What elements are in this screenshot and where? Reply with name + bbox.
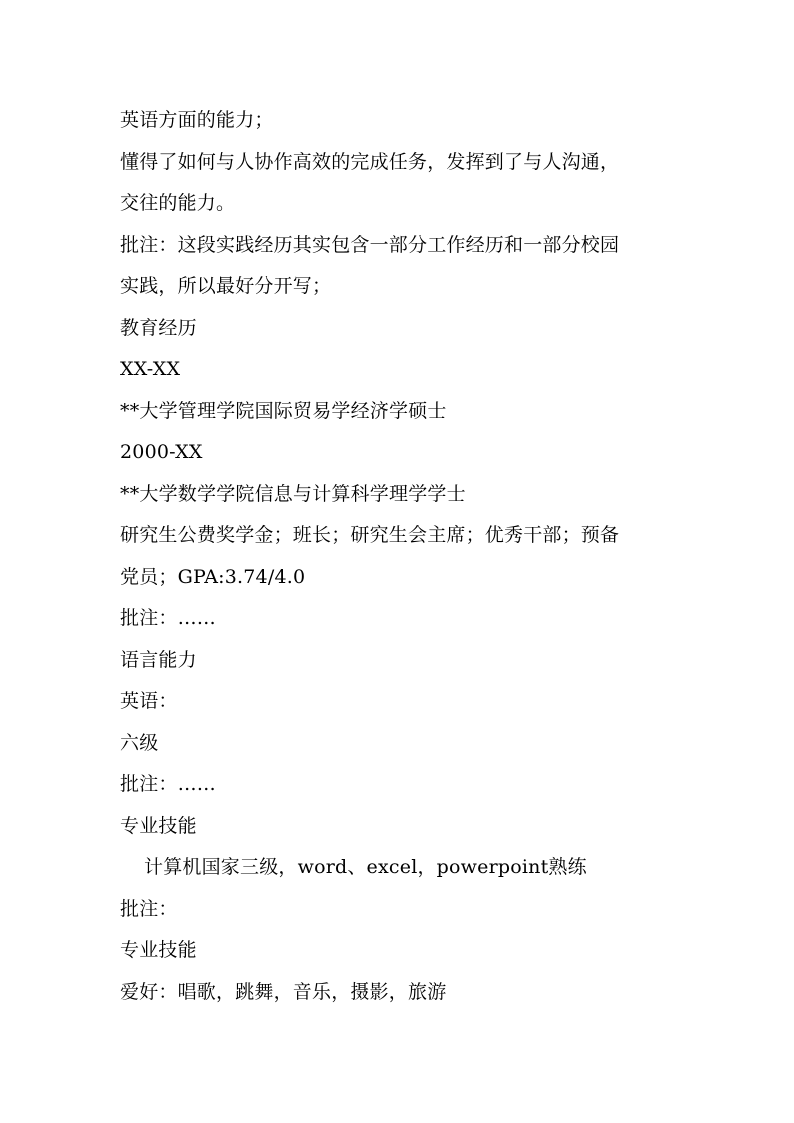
- annotation-skills: 批注：: [120, 897, 178, 920]
- document-body: [120, 100, 700, 1013]
- education-date-1: XX-XX: [120, 358, 181, 380]
- communication-line: 交往的能力。: [120, 192, 236, 214]
- section-heading-skills-2: 专业技能: [120, 939, 197, 961]
- annotation-practice-line-1: 批注：这段实践经历其实包含一部分工作经历和一部分校园: [120, 233, 620, 256]
- skills-english-line: 英语方面的能力；: [120, 109, 274, 131]
- teamwork-line: 懂得了如何与人协作高效的完成任务，发挥到了与人沟通，: [120, 150, 620, 173]
- language-english-label: 英语：: [120, 690, 178, 712]
- skills-computer-line: 计算机国家三级，word、excel，powerpoint熟练: [144, 856, 587, 878]
- section-heading-language: 语言能力: [120, 648, 197, 671]
- section-heading-skills: 专业技能: [120, 814, 197, 837]
- language-level: 六级: [120, 731, 159, 754]
- education-date-2: 2000-XX: [120, 441, 203, 463]
- honors-line-2: 党员；GPA:3.74/4.0: [120, 565, 306, 588]
- section-heading-education: 教育经历: [120, 316, 197, 339]
- education-degree-2: **大学数学学院信息与计算科学理学学士: [120, 482, 466, 505]
- annotation-practice-line-2: 实践，所以最好分开写；: [120, 275, 332, 297]
- education-degree-1: **大学管理学院国际贸易学经济学硕士: [120, 399, 447, 422]
- annotation-language: 批注：……: [120, 773, 217, 795]
- honors-line-1: 研究生公费奖学金；班长；研究生会主席；优秀干部；预备: [120, 524, 620, 546]
- annotation-education: 批注：……: [120, 607, 217, 629]
- hobbies-line: 爱好：唱歌，跳舞，音乐，摄影，旅游: [120, 980, 447, 1003]
